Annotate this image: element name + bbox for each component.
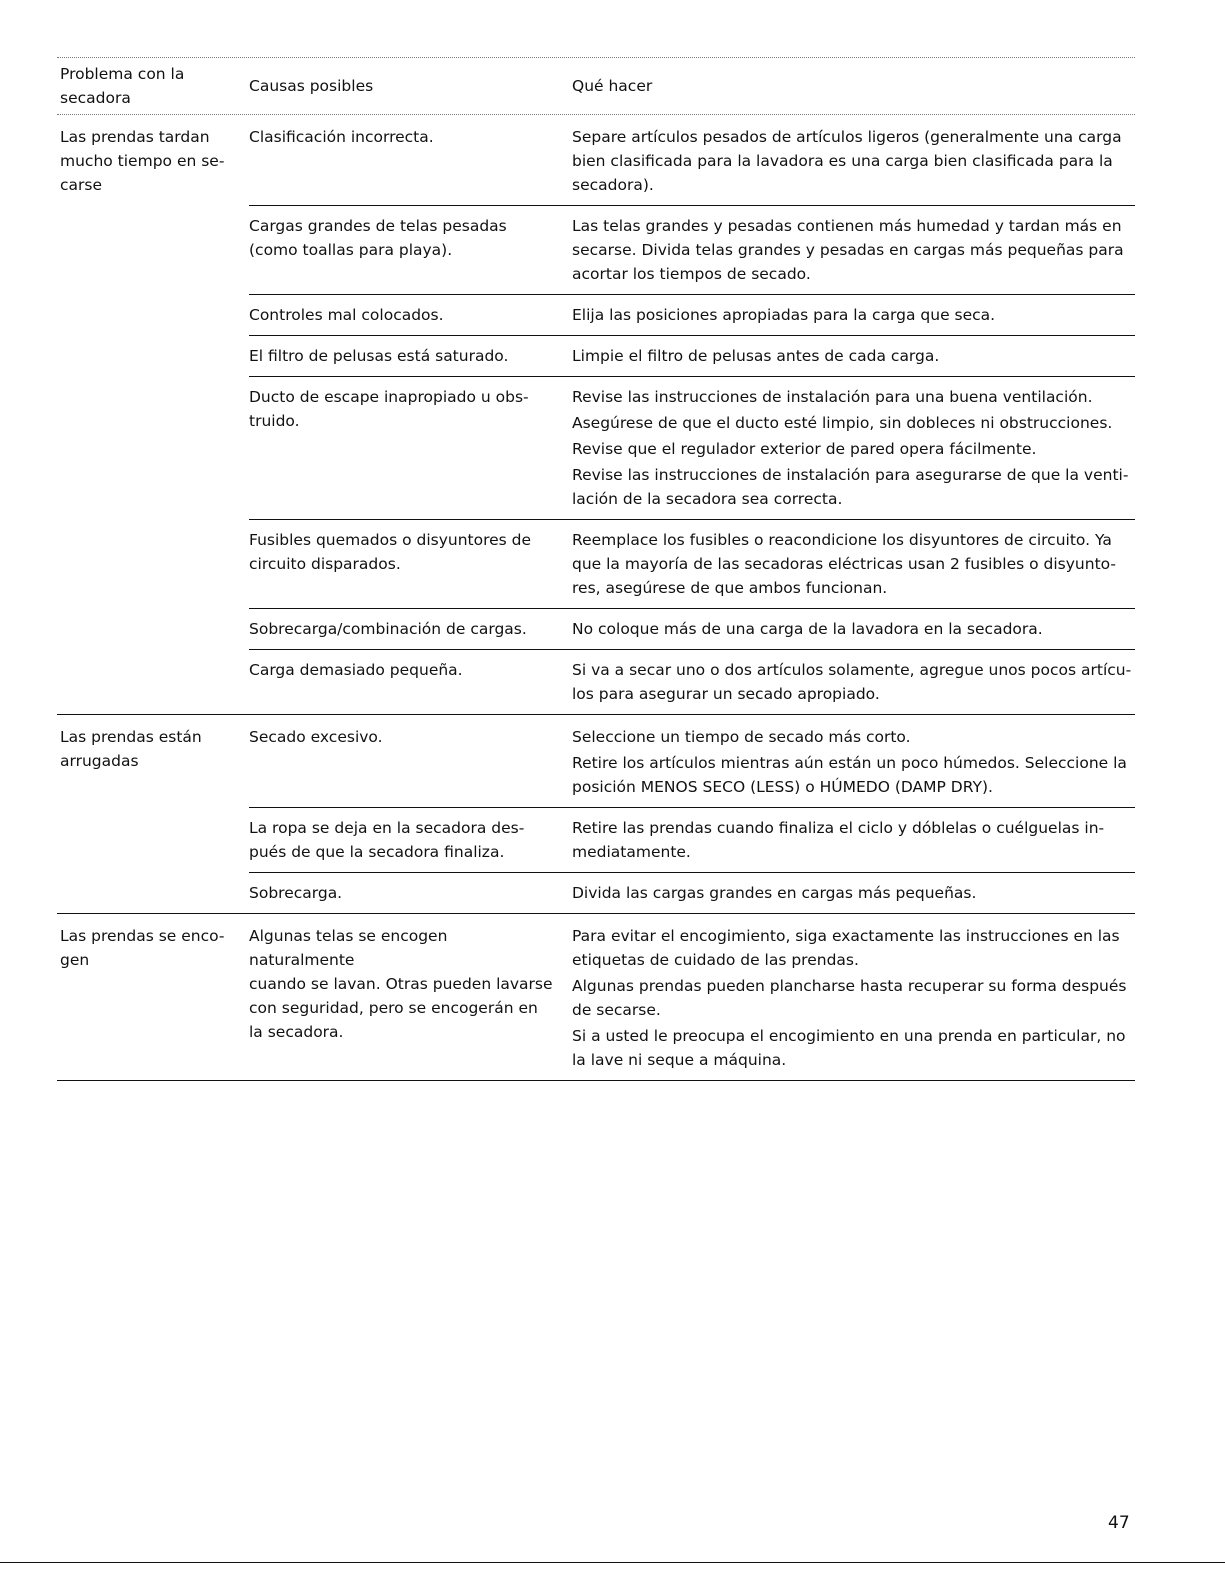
solution-text: Revise las instrucciones de instalación para asegurarse de que la venti- lación de la secadora sea correcta. (572, 466, 1129, 508)
solution-cell (572, 617, 1135, 641)
solution-cell (572, 125, 1135, 197)
header-todo: Qué hacer (572, 77, 653, 95)
solution-text: Asegúrese de que el ducto esté limpio, sin dobleces ni obstrucciones. (572, 414, 1113, 432)
cause-text: Algunas telas se encogen naturalmente cuando se lavan. Otras pueden lavarse con seguridad, pero se encogerán en la secadora. (249, 927, 553, 1041)
problem-label: Las prendas se enco- gen (60, 927, 225, 969)
table-row (249, 608, 1135, 649)
table-body (57, 115, 1135, 1081)
solution-text: Limpie el filtro de pelusas antes de cada carga. (572, 347, 940, 365)
solution-text: Revise que el regulador exterior de pared opera fácilmente. (572, 440, 1037, 458)
table-row (249, 807, 1135, 872)
problem-section (57, 715, 1135, 914)
table-row (249, 335, 1135, 376)
solution-cell (572, 924, 1135, 1072)
cause-text: Carga demasiado pequeña. (249, 661, 463, 679)
troubleshooting-table (57, 57, 1135, 1081)
solution-text: Divida las cargas grandes en cargas más pequeñas. (572, 884, 977, 902)
table-header (57, 57, 1135, 115)
header-causes: Causas posibles (249, 77, 374, 95)
solution-text: Algunas prendas pueden plancharse hasta recuperar su forma después de secarse. (572, 977, 1127, 1019)
cause-rows (249, 715, 1135, 913)
solution-text: Retire los artículos mientras aún están un poco húmedos. Seleccione la posición MENOS SECO (LESS) o HÚMEDO (DAMP DRY). (572, 754, 1127, 796)
solution-text: No coloque más de una carga de la lavadora en la secadora. (572, 620, 1043, 638)
table-row (249, 715, 1135, 807)
cause-rows (249, 115, 1135, 714)
cause-text: Sobrecarga/combinación de cargas. (249, 620, 527, 638)
table-row (249, 205, 1135, 294)
solution-cell (572, 816, 1135, 864)
cause-text: Secado excesivo. (249, 728, 383, 746)
table-row (249, 115, 1135, 205)
cause-text: El filtro de pelusas está saturado. (249, 347, 509, 365)
problem-label: Las prendas tardan mucho tiempo en se- carse (60, 128, 225, 194)
table-row (249, 376, 1135, 519)
cause-text: La ropa se deja en la secadora des- pués de que la secadora finaliza. (249, 819, 525, 861)
cause-text: Controles mal colocados. (249, 306, 444, 324)
solution-cell (572, 303, 1135, 327)
problem-label: Las prendas están arrugadas (60, 728, 202, 770)
solution-cell (572, 528, 1135, 600)
problem-section (57, 115, 1135, 715)
table-row (249, 649, 1135, 714)
solution-text: Para evitar el encogimiento, siga exactamente las instrucciones en las etiquetas de cuidado de las prendas. (572, 927, 1120, 969)
solution-text: Retire las prendas cuando finaliza el ciclo y dóblelas o cuélguelas in- mediatamente. (572, 819, 1105, 861)
cause-text: Sobrecarga. (249, 884, 343, 902)
cause-text: Fusibles quemados o disyuntores de circuito disparados. (249, 531, 532, 573)
cause-text: Cargas grandes de telas pesadas (como toallas para playa). (249, 217, 507, 259)
solution-cell (572, 344, 1135, 368)
solution-cell (572, 658, 1135, 706)
problem-section (57, 914, 1135, 1081)
solution-text: Si a usted le preocupa el encogimiento en una prenda en particular, no la lave ni seque a máquina. (572, 1027, 1126, 1069)
solution-text: Si va a secar uno o dos artículos solamente, agregue unos pocos artícu- los para asegurar un secado apropiado. (572, 661, 1132, 703)
solution-text: Seleccione un tiempo de secado más corto. (572, 728, 911, 746)
cause-text: Clasificación incorrecta. (249, 128, 434, 146)
solution-text: Las telas grandes y pesadas contienen más humedad y tardan más en secarse. Divida telas grandes y pesadas en cargas más pequeñas para acortar los tiempos de secado. (572, 217, 1124, 283)
table-row (249, 519, 1135, 608)
cause-text: Ducto de escape inapropiado u obs- truido. (249, 388, 529, 430)
solution-cell (572, 725, 1135, 799)
solution-text: Revise las instrucciones de instalación para una buena ventilación. (572, 388, 1093, 406)
cause-rows (249, 914, 1135, 1080)
table-row (249, 872, 1135, 913)
solution-text: Separe artículos pesados de artículos ligeros (generalmente una carga bien clasificada para la lavadora es una carga bien clasificada para la secadora). (572, 128, 1122, 194)
header-problem: Problema con la secadora (60, 65, 185, 107)
solution-text: Reemplace los fusibles o reacondicione los disyuntores de circuito. Ya que la mayoría de las secadoras eléctricas usan 2 fusibles o disyunto- res, asegúrese de que ambos funcionan. (572, 531, 1117, 597)
solution-text: Elija las posiciones apropiadas para la carga que seca. (572, 306, 996, 324)
solution-cell (572, 881, 1135, 905)
bottom-rule (0, 1562, 1225, 1563)
solution-cell (572, 385, 1135, 511)
table-row (249, 294, 1135, 335)
solution-cell (572, 214, 1135, 286)
page-number: 47 (1108, 1513, 1130, 1533)
table-row (249, 914, 1135, 1080)
